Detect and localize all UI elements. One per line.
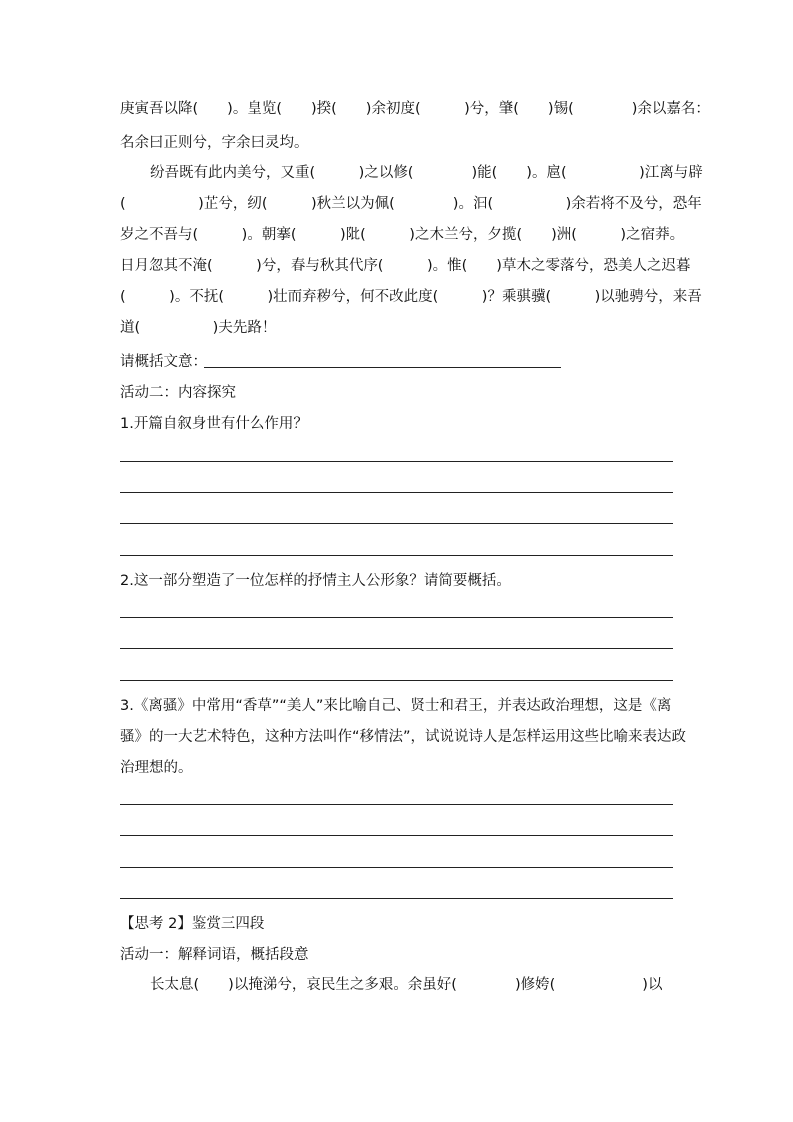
passage1-line-6: 日月忽其不淹( )兮，春与秋其代序( )。惟( )草木之零落兮，恐美人之迟暮 bbox=[120, 258, 691, 274]
summary-answer-line[interactable] bbox=[204, 367, 561, 368]
answer-line[interactable] bbox=[120, 898, 673, 899]
passage1-line-7: ( )。不抚( )壮而弃秽兮，何不改此度( )？乘骐骥( )以驰骋兮，来吾 bbox=[120, 289, 702, 305]
question-2: 2.这一部分塑造了一位怎样的抒情主人公形象？请简要概括。 bbox=[120, 573, 511, 589]
activity1-title: 活动一：解释词语，概括段意 bbox=[120, 947, 309, 963]
answer-line[interactable] bbox=[120, 555, 673, 556]
summary-prompt: 请概括文意： bbox=[120, 354, 207, 370]
answer-line[interactable] bbox=[120, 867, 673, 868]
answer-line[interactable] bbox=[120, 523, 673, 524]
answer-line[interactable] bbox=[120, 804, 673, 805]
passage1-line-4: ( )芷兮，纫( )秋兰以为佩( )。汩( )余若将不及兮，恐年 bbox=[120, 196, 702, 212]
activity2-title: 活动二：内容探究 bbox=[120, 385, 236, 401]
answer-line[interactable] bbox=[120, 835, 673, 836]
answer-line[interactable] bbox=[120, 617, 673, 618]
answer-line[interactable] bbox=[120, 492, 673, 493]
passage1-line-2: 名余曰正则兮，字余曰灵均。 bbox=[120, 135, 309, 151]
section-title: 【思考 2】鉴赏三四段 bbox=[120, 916, 265, 932]
question-3-line-3: 治理想的。 bbox=[120, 760, 193, 776]
passage2-line-1: 长太息( )以掩涕兮，哀民生之多艰。余虽好( )修姱( )以 bbox=[150, 977, 663, 993]
passage1-line-5: 岁之不吾与( )。朝搴( )阰( )之木兰兮，夕揽( )洲( )之宿莽。 bbox=[120, 227, 685, 243]
question-3-line-1: 3.《离骚》中常用“香草”“美人”来比喻自己、贤士和君王，并表达政治理想，这是《离 bbox=[120, 698, 672, 714]
answer-line[interactable] bbox=[120, 648, 673, 649]
question-3-line-2: 骚》的一大艺术特色，这种方法叫作“移情法”，试说说诗人是怎样运用这些比喻来表达政 bbox=[120, 729, 687, 745]
answer-line[interactable] bbox=[120, 461, 673, 462]
question-1: 1.开篇自叙身世有什么作用？ bbox=[120, 416, 308, 432]
passage1-line-1: 庚寅吾以降( )。皇览( )揆( )余初度( )兮，肇( )锡( )余以嘉名： bbox=[120, 101, 710, 117]
answer-line[interactable] bbox=[120, 680, 673, 681]
passage1-line-3: 纷吾既有此内美兮，又重( )之以修( )能( )。扈( )江离与辟 bbox=[150, 165, 703, 181]
passage1-line-8: 道( )夫先路！ bbox=[120, 320, 277, 336]
